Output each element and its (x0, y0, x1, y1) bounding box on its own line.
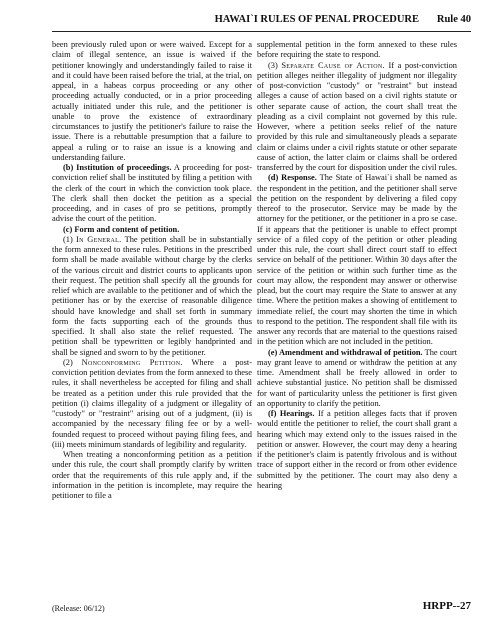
left-column (52, 40, 252, 501)
section-f-text: If a petition alleges facts that if proven would entitle the petitioner to relief, the court shall grant a hearing which may extend only to the issues raised in the petition or answer. However, the court may deny a hearing if the petitioner's claim is patently frivolous and is without trace of support either in the record or from other evidence submitted by the petitioner. The court may also deny a hearing (257, 409, 457, 490)
section-b-text: A proceeding for post-conviction relief shall be instituted by filing a petition with the clerk of the court in which the conviction took place. The clerk shall then docket the petition as a special proceeding, and in cases of pro se petitions, promptly advise the court of the petition. (52, 163, 252, 224)
paragraph-nonconforming-treatment: When treating a nonconforming petition as a petition under this rule, the court shall promptly clarify by written order that the requirements of this rule apply and, if the information in the petition is incomplete, may require the petitioner to file a (52, 450, 252, 500)
rule-number: Rule 40 (436, 14, 471, 25)
section-c-heading-text: (c) Form and content of petition. (63, 224, 180, 234)
c2-number: (2) (63, 357, 73, 367)
c1-title: In General. (76, 234, 122, 244)
document-title: HAWAI`I RULES OF PENAL PROCEDURE (214, 14, 419, 25)
running-header (24, 14, 471, 30)
section-e-heading: (e) Amendment and withdrawal of petition. (268, 347, 423, 357)
section-c1 (52, 235, 252, 358)
release-date: (Release: 06/12) (52, 604, 105, 613)
section-b-heading: (b) Institution of proceedings. (63, 163, 172, 172)
paragraph-supplemental: supplemental petition in the form annexed to these rules before requiring the state to respond. (257, 40, 457, 60)
section-e-text: The court may grant leave to amend or withdraw the petition at any time. Amendment shall be freely allowed in order to achieve substantial justice. No petition shall be dismissed for want of particularity unless the petitioner is first given an opportunity to clarify the petition. (257, 347, 457, 408)
page-number: HRPP--27 (422, 600, 471, 612)
header-divider (52, 31, 471, 32)
section-d-heading: (d) Response. (268, 173, 317, 183)
section-b (52, 163, 252, 225)
section-c2 (52, 358, 252, 450)
section-d-text: The State of Hawai`i shall be named as the respondent in the petition, and the petitioner shall serve the petition on the respondent by delivering a filed copy thereof to the prosecutor. Service may be made by the attorney for the petitioner, or the petitioner in a pro se case. If it appears that the petitioner is unable to effect prompt service of a filed copy of the petition or other pleading under this rule, the court shall direct court staff to effect service on behalf of the petitioner. Within 30 days after the service of the petition or within such further time as the court may allow, the respondent may answer or otherwise plead, but the court may require the State to answer at any time. Where the petition makes a showing of entitlement to immediate relief, the court may shorten the time in which to respond to the petition. The respondent shall file with its answer any records that are material to the questions raised in the petition which are not included in the petition. (257, 173, 457, 347)
section-f-heading: (f) Hearings. (268, 409, 315, 418)
c3-title: Separate Cause of Action. (281, 60, 385, 70)
c3-text: If a post-conviction petition alleges neither illegality of judgment nor illegality of post-conviction "custody" or "restraint" but instead alleges a cause of action based on a civil rights statute or other separate cause of action, the court shall treat the pleading as a civil complaint not governed by this rule. However, where a petition seeks relief of the nature provided by this rule and simultaneously pleads a separate claim or claims under a civil rights statute or other separate cause of action, the latter claim or claims shall be ordered transferred by the court for disposition under the civil rules. (257, 60, 458, 172)
section-f (257, 409, 457, 491)
c2-title: Nonconforming Petition. (81, 357, 183, 367)
c3-number: (3) (268, 60, 278, 70)
c2-text: Where a post-conviction petition deviates from the form annexed to these rules, it shall nevertheless be accepted for filing and shall be treated as a petition under this rule provided that the petition (i) claims illegality of a judgment or illegality of "custody" or "restraint" arising out of a judgment, (ii) is accompanied by the necessary filing fee or by a well-founded request to proceed without paying filing fees, and (iii) meets minimum standards of legibility and regularity. (52, 357, 252, 449)
section-d (257, 173, 457, 347)
right-column (257, 40, 457, 491)
c1-number: (1) (63, 234, 73, 244)
section-c3 (257, 61, 457, 174)
section-e (257, 348, 457, 410)
paragraph-waiver: been previously ruled upon or were waived. Except for a claim of illegal sentence, an issue is waived if the petitioner knowingly and understandingly failed to raise it and it could have been raised before the trial, at the trial, on appeal, in a habeas corpus proceeding or any other proceeding actually conducted, or in a prior proceeding actually initiated under this rule, and the petitioner is unable to prove the existence of extraordinary circumstances to justify the petitioner's failure to raise the issue. There is a rebuttable presumption that a failure to appeal a ruling or to raise an issue is a knowing and understanding failure. (52, 40, 252, 162)
c1-text: The petition shall be in substantially the form annexed to these rules. Petitions in the prescribed form shall be made available without charge by the clerks of the various circuit and district courts to applicants upon their request. The petition shall specify all the grounds for relief which are available to the petitioner and of which the petitioner has or by the exercise of reasonable diligence should have knowledge and shall set forth in summary form the facts supporting each of the grounds thus specified. It shall also state the relief requested. The petition shall be typewritten or legibly handprinted and shall be signed and sworn to by the petitioner. (52, 234, 253, 357)
section-c-heading (52, 225, 252, 235)
